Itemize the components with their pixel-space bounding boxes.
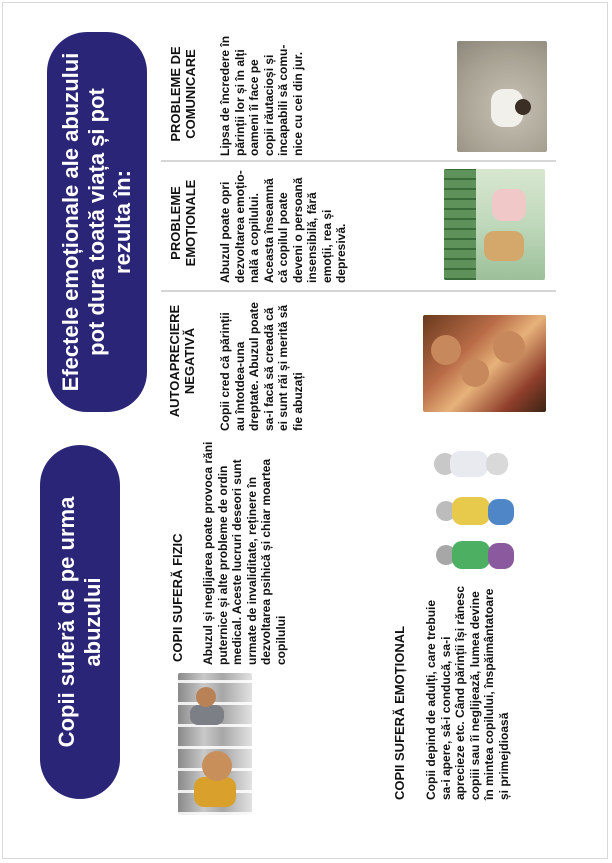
child-in-crib-photo	[178, 673, 252, 815]
column-divider-2	[161, 160, 556, 162]
col3-text: Lipsa de încredere în părinții lor și în alți oameni îi face pe copii răutacioși și incapabili să comu-nice cu cei din jur.	[218, 35, 305, 156]
physical-text: Abuzul și neglijarea poate provoca răni puternice și alte probleme de ordin medical. Aceste lucruri deseori sunt urmate de invaliditate, reținere în dezvoltarea psihică și chiar moartea copilului	[201, 441, 288, 665]
child-in-sand-photo	[457, 41, 547, 152]
right-banner-title: Efectele emoționale ale abuzului pot dura toată viața și pot rezulta în:	[47, 32, 147, 412]
children-reading-photo	[444, 169, 545, 280]
children-group-photo	[402, 445, 520, 593]
column-divider-1	[161, 290, 556, 292]
faces-group-photo	[423, 315, 546, 412]
emotional-text: Copii depind de adulți, care trebuie sa-i apere, să-i conducă, sa-i aprecieze etc. Când părinții își rănesc copiii sau îi neglijează, lumea devine în mintea copilului, înspăimântatoare și primejdioasă	[424, 585, 511, 800]
physical-heading: COPII SUFERĂ FIZIC	[170, 533, 185, 662]
col2-heading: PROBLEME EMOȚIONALE	[168, 179, 198, 267]
emotional-heading: COPII SUFERĂ EMOȚIONAL	[392, 625, 407, 800]
col1-text: Copii cred că părinții au întotdea-una dreptate. Abuzul poate sa-i facă să creadă că ei sunt răi și merită să fie abuzați	[218, 302, 305, 431]
col2-text: Abuzul poate opri dezvoltarea emoțio-nală a copilului. Aceasta înseamnă că copilul poate deveni o persoană insensibilă, fără emoții, rea și depresivă.	[218, 170, 348, 283]
col1-heading: AUTOAPRECIERE NEGATIVĂ	[167, 304, 197, 418]
col3-heading: PROBLEME DE COMUNICARE	[168, 46, 198, 142]
left-banner-title: Copii suferă de pe urma abuzului	[40, 445, 120, 799]
